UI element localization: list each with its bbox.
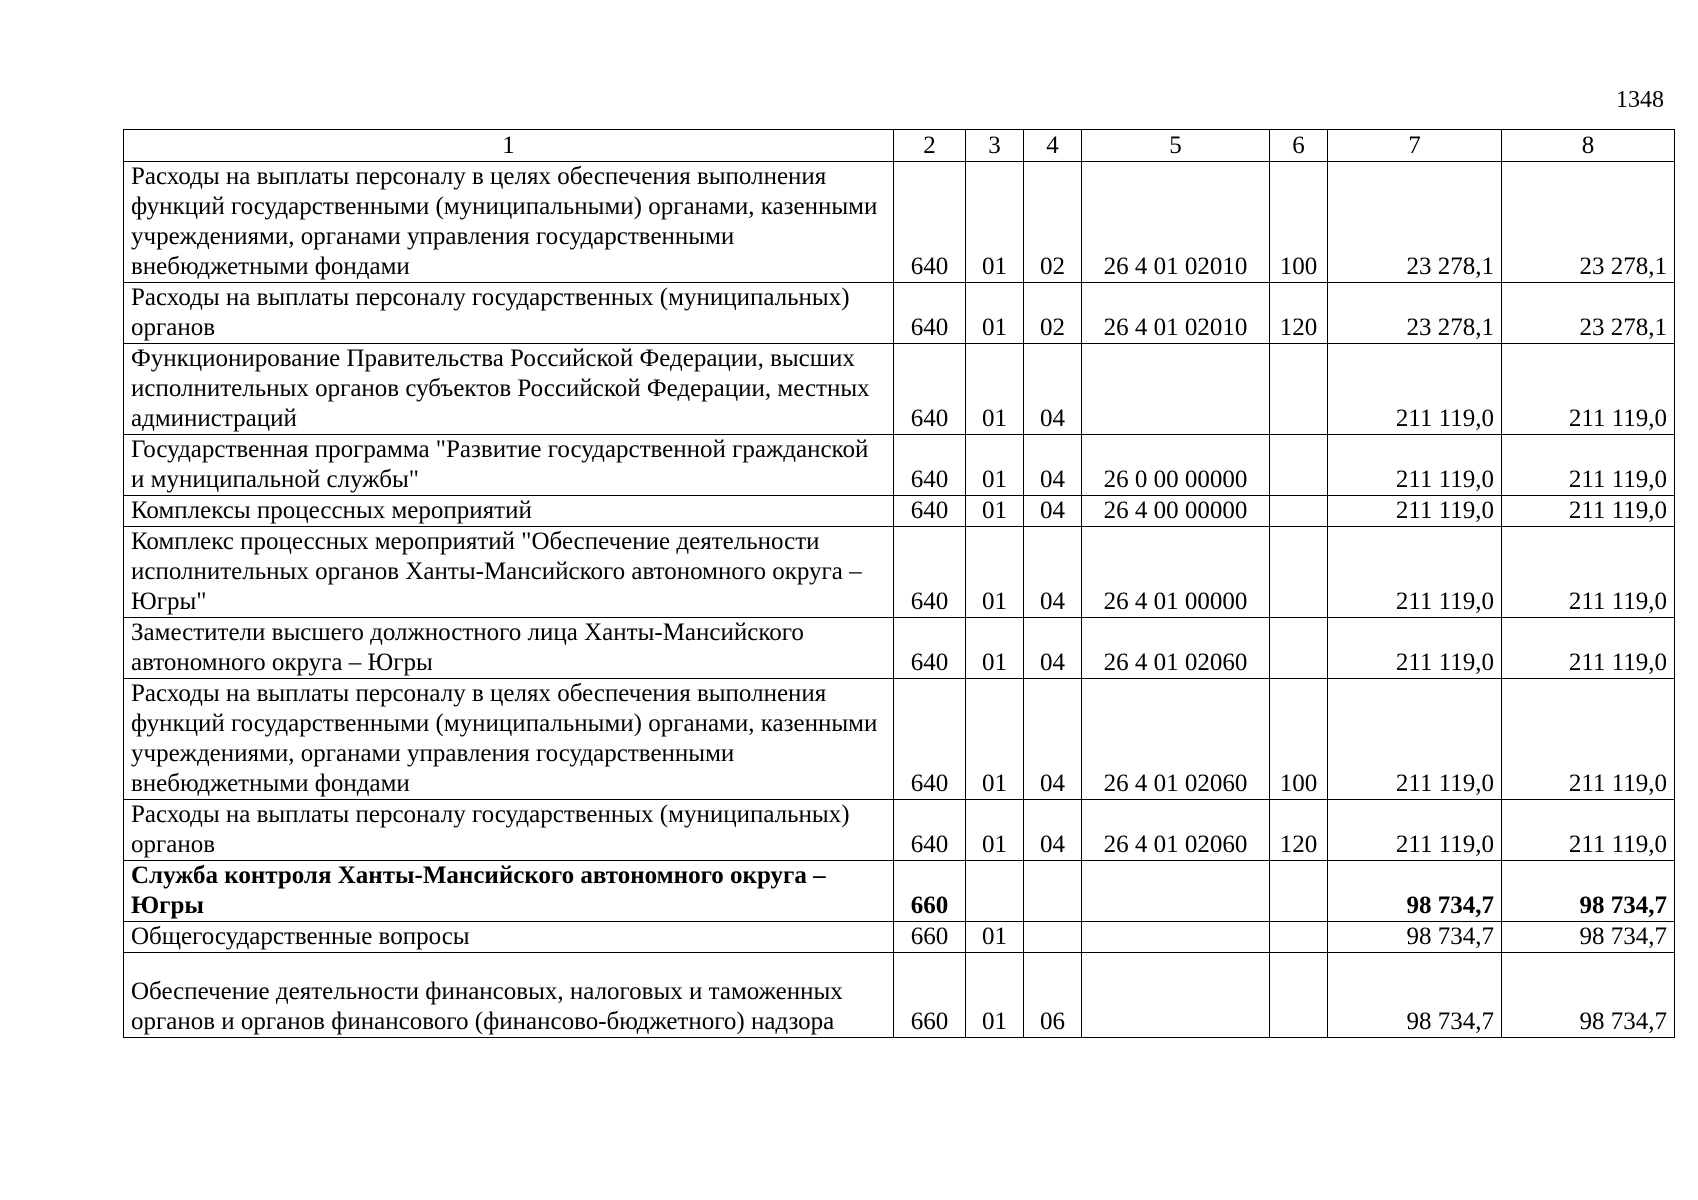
- cell-col-7: 211 119,0: [1328, 344, 1502, 435]
- cell-col-8: 211 119,0: [1502, 435, 1675, 496]
- cell-col-6: 120: [1270, 283, 1328, 344]
- cell-col-7: 98 734,7: [1328, 953, 1502, 1038]
- header-col-1: 1: [124, 130, 894, 162]
- cell-col-7: 98 734,7: [1328, 922, 1502, 953]
- cell-name: Комплексы процессных мероприятий: [124, 496, 894, 527]
- cell-name: Служба контроля Ханты-Мансийского автономного округа – Югры: [124, 861, 894, 922]
- cell-name: Государственная программа "Развитие государственной гражданской и муниципальной службы": [124, 435, 894, 496]
- cell-col-6: [1270, 618, 1328, 679]
- table-body: [124, 162, 1675, 1038]
- cell-col-8: 211 119,0: [1502, 344, 1675, 435]
- cell-col-2: 660: [894, 861, 966, 922]
- cell-col-7: 211 119,0: [1328, 527, 1502, 618]
- cell-col-7: 23 278,1: [1328, 283, 1502, 344]
- cell-col-3: 01: [966, 435, 1024, 496]
- cell-col-8: 211 119,0: [1502, 618, 1675, 679]
- cell-col-2: 660: [894, 922, 966, 953]
- cell-col-6: [1270, 861, 1328, 922]
- cell-col-8: 98 734,7: [1502, 922, 1675, 953]
- cell-col-4: [1024, 922, 1082, 953]
- cell-col-5: 26 4 01 02060: [1082, 679, 1270, 800]
- cell-col-4: [1024, 861, 1082, 922]
- cell-col-3: 01: [966, 344, 1024, 435]
- cell-name: Расходы на выплаты персоналу в целях обеспечения выполнения функций государственными (муниципальными) органами, казенными учреждениями, органами управления государственными внебюджетными фондами: [124, 679, 894, 800]
- cell-col-5: [1082, 953, 1270, 1038]
- cell-col-6: [1270, 344, 1328, 435]
- cell-col-2: 660: [894, 953, 966, 1038]
- page-number: 1348: [1616, 87, 1664, 113]
- cell-col-2: 640: [894, 800, 966, 861]
- table-row: [124, 496, 1675, 527]
- cell-col-7: 98 734,7: [1328, 861, 1502, 922]
- cell-col-6: 100: [1270, 679, 1328, 800]
- cell-col-6: [1270, 953, 1328, 1038]
- cell-col-5: 26 4 01 02010: [1082, 283, 1270, 344]
- cell-col-7: 211 119,0: [1328, 800, 1502, 861]
- cell-col-7: 211 119,0: [1328, 435, 1502, 496]
- cell-col-4: 04: [1024, 800, 1082, 861]
- cell-col-4: 04: [1024, 618, 1082, 679]
- cell-col-2: 640: [894, 283, 966, 344]
- table-row: [124, 618, 1675, 679]
- header-col-7: 7: [1328, 130, 1502, 162]
- cell-name: Расходы на выплаты персоналу государственных (муниципальных) органов: [124, 283, 894, 344]
- cell-col-8: 211 119,0: [1502, 679, 1675, 800]
- table-row: [124, 435, 1675, 496]
- cell-col-7: 23 278,1: [1328, 162, 1502, 283]
- cell-name: Общегосударственные вопросы: [124, 922, 894, 953]
- cell-col-2: 640: [894, 496, 966, 527]
- table-row: [124, 162, 1675, 283]
- cell-col-4: 02: [1024, 283, 1082, 344]
- cell-col-7: 211 119,0: [1328, 496, 1502, 527]
- cell-name: Комплекс процессных мероприятий "Обеспечение деятельности исполнительных органов Ханты-Мансийского автономного округа – Югры": [124, 527, 894, 618]
- cell-name: Расходы на выплаты персоналу в целях обеспечения выполнения функций государственными (муниципальными) органами, казенными учреждениями, органами управления государственными внебюджетными фондами: [124, 162, 894, 283]
- cell-col-7: 211 119,0: [1328, 618, 1502, 679]
- cell-col-5: 26 4 00 00000: [1082, 496, 1270, 527]
- cell-col-5: 26 0 00 00000: [1082, 435, 1270, 496]
- cell-name: Расходы на выплаты персоналу государственных (муниципальных) органов: [124, 800, 894, 861]
- cell-col-3: 01: [966, 283, 1024, 344]
- table-row: [124, 922, 1675, 953]
- cell-col-5: 26 4 01 02010: [1082, 162, 1270, 283]
- cell-col-8: 211 119,0: [1502, 496, 1675, 527]
- cell-col-5: [1082, 861, 1270, 922]
- cell-col-3: 01: [966, 679, 1024, 800]
- header-col-5: 5: [1082, 130, 1270, 162]
- cell-col-3: [966, 861, 1024, 922]
- header-col-8: 8: [1502, 130, 1675, 162]
- header-col-4: 4: [1024, 130, 1082, 162]
- cell-col-8: 23 278,1: [1502, 283, 1675, 344]
- header-row: [124, 130, 1675, 162]
- table-row: [124, 679, 1675, 800]
- cell-col-4: 02: [1024, 162, 1082, 283]
- cell-col-8: 211 119,0: [1502, 800, 1675, 861]
- cell-col-3: 01: [966, 922, 1024, 953]
- cell-col-3: 01: [966, 527, 1024, 618]
- cell-col-4: 04: [1024, 679, 1082, 800]
- cell-col-5: 26 4 01 02060: [1082, 800, 1270, 861]
- cell-col-5: 26 4 01 02060: [1082, 618, 1270, 679]
- cell-col-2: 640: [894, 679, 966, 800]
- header-col-6: 6: [1270, 130, 1328, 162]
- cell-col-8: 98 734,7: [1502, 861, 1675, 922]
- cell-col-6: [1270, 435, 1328, 496]
- cell-col-6: [1270, 527, 1328, 618]
- header-col-3: 3: [966, 130, 1024, 162]
- cell-col-3: 01: [966, 800, 1024, 861]
- cell-col-4: 04: [1024, 344, 1082, 435]
- cell-col-4: 06: [1024, 953, 1082, 1038]
- budget-table: [123, 129, 1675, 1038]
- cell-col-3: 01: [966, 618, 1024, 679]
- cell-name: Заместители высшего должностного лица Ханты-Мансийского автономного округа – Югры: [124, 618, 894, 679]
- cell-col-5: [1082, 922, 1270, 953]
- cell-col-6: 100: [1270, 162, 1328, 283]
- cell-col-8: 211 119,0: [1502, 527, 1675, 618]
- table-row: [124, 527, 1675, 618]
- cell-col-5: 26 4 01 00000: [1082, 527, 1270, 618]
- cell-col-6: [1270, 496, 1328, 527]
- cell-col-4: 04: [1024, 435, 1082, 496]
- cell-col-3: 01: [966, 162, 1024, 283]
- cell-name: Обеспечение деятельности финансовых, налоговых и таможенных органов и органов финансового (финансово-бюджетного) надзора: [124, 953, 894, 1038]
- cell-col-3: 01: [966, 953, 1024, 1038]
- cell-col-8: 23 278,1: [1502, 162, 1675, 283]
- cell-col-8: 98 734,7: [1502, 953, 1675, 1038]
- cell-col-5: [1082, 344, 1270, 435]
- cell-col-2: 640: [894, 618, 966, 679]
- cell-col-3: 01: [966, 496, 1024, 527]
- cell-name: Функционирование Правительства Российской Федерации, высших исполнительных органов субъектов Российской Федерации, местных администраций: [124, 344, 894, 435]
- table-row: [124, 800, 1675, 861]
- cell-col-2: 640: [894, 435, 966, 496]
- cell-col-6: 120: [1270, 800, 1328, 861]
- cell-col-2: 640: [894, 162, 966, 283]
- cell-col-7: 211 119,0: [1328, 679, 1502, 800]
- cell-col-2: 640: [894, 344, 966, 435]
- header-col-2: 2: [894, 130, 966, 162]
- cell-col-6: [1270, 922, 1328, 953]
- cell-col-4: 04: [1024, 527, 1082, 618]
- cell-col-4: 04: [1024, 496, 1082, 527]
- table-row: [124, 861, 1675, 922]
- table-row: [124, 283, 1675, 344]
- table-row: [124, 344, 1675, 435]
- cell-col-2: 640: [894, 527, 966, 618]
- table-row: [124, 953, 1675, 1038]
